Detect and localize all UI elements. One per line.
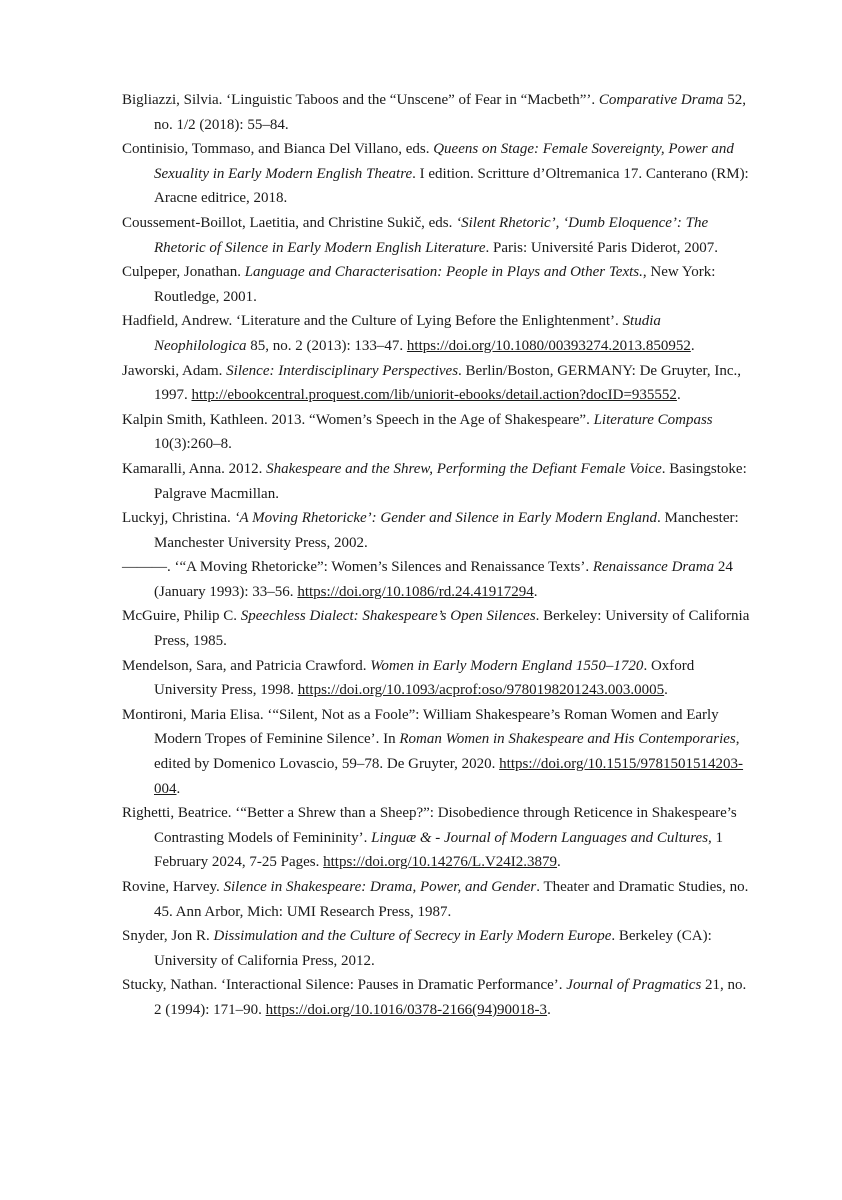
entry-text: Stucky, Nathan. ‘Interactional Silence: Pauses in Dramatic Performance’. [122,977,567,994]
entry-text: 85, no. 2 (2013): 133–47. [246,337,407,354]
doi-link[interactable]: https://doi.org/10.1093/acprof:oso/9780198201243.003.0005 [297,682,665,699]
entry-text: . Theater and Dramatic Studies, no. 45. Ann Arbor, Mich: UMI Research Press, 1987. [154,879,749,920]
bibliography-entry [122,924,752,973]
entry-text: Rovine, Harvey. [122,879,224,895]
entry-text: . Basingstoke: Palgrave Macmillan. [154,460,747,502]
work-title: Queens on Stage: Female Sovereignty, Power and Sexuality in Early Modern English Theatre [154,141,734,182]
entry-text: . [676,387,681,404]
work-title: ‘A Moving Rhetoricke’: Gender and Silence in Early Modern England [234,510,658,527]
bibliography-entry [122,875,752,924]
entry-text: Bigliazzi, Silvia. ‘Linguistic Taboos and the “Unscene” of Fear in “Macbeth”’. [122,92,599,108]
entry-text: Hadfield, Andrew. ‘Literature and the Culture of Lying Before the Enlightenment’. [122,313,623,330]
bibliography-entry [122,654,752,703]
entry-text: Righetti, Beatrice. ‘“Better a Shrew than a Sheep?”: Disobedience through Reticence in Shakespeare’s Contrasting Models of Femininity’. [122,805,737,846]
entry-text: . [176,780,181,797]
entry-text: . [557,854,561,871]
doi-link[interactable]: http://ebookcentral.proquest.com/lib/uniorit-ebooks/detail.action?docID=935552 [191,387,677,404]
entry-text: Culpeper, Jonathan. [122,264,245,281]
work-title: Journal of Pragmatics [566,977,702,994]
bibliography-entry [122,801,752,875]
work-title: Language and Characterisation: People in Plays and Other Texts. [244,264,643,281]
entry-text: , New York: Routledge, 2001. [154,264,716,305]
bibliography-entry [122,260,752,309]
bibliography-entry [122,309,752,358]
entry-text: . Paris: Université Paris Diderot, 2007. [485,239,718,256]
entry-text: 24 (January 1993): 33–56. [154,559,733,600]
bibliography-entry [122,457,752,506]
work-title: Literature Compass [593,411,713,428]
work-title: Linguæ & - Journal of Modern Languages and Cultures [371,829,709,846]
work-title: Comparative Drama [598,92,724,108]
bibliography-entry [122,506,752,555]
bibliography-entry [122,137,752,211]
bibliography-entry [122,555,752,604]
work-title: Silence: Interdisciplinary Perspectives [226,362,459,379]
bibliography-entry [122,604,752,653]
entry-text: McGuire, Philip C. [122,608,241,625]
entry-text: , 1 February 2024, 7-25 Pages. [154,829,724,871]
entry-text: Montironi, Maria Elisa. ‘“Silent, Not as a Foole”: William Shakespeare’s Roman Women and Early Modern Tropes of Feminine Silence’. In [122,706,719,748]
doi-link[interactable]: https://doi.org/10.1080/00393274.2013.850952 [406,337,691,354]
entry-text: . [547,1001,551,1018]
work-title: Speechless Dialect: Shakespeare’s Open Silences [240,608,536,625]
entry-text: Kalpin Smith, Kathleen. 2013. “Women’s Speech in the Age of Shakespeare”. [122,411,594,428]
bibliography-entry [122,88,752,137]
entry-text: . Manchester: Manchester University Press, 2002. [154,510,739,551]
entry-text: 52, no. 1/2 (2018): 55–84. [154,92,746,133]
entry-text: . [690,337,695,354]
doi-link[interactable]: https://doi.org/10.1086/rd.24.41917294 [297,583,534,600]
doi-link[interactable]: https://doi.org/10.1515/9781501514203-004 [154,756,744,797]
work-title: Studia Neophilologica [154,313,661,354]
doi-link[interactable]: https://doi.org/10.14276/L.V24I2.3879 [323,854,558,871]
entry-text: 21, no. 2 (1994): 171–90. [154,977,747,1018]
entry-text: . Oxford University Press, 1998. [154,657,695,699]
work-title: Roman Women in Shakespeare and His Contemporaries [399,731,736,748]
work-title: Shakespeare and the Shrew, Performing the Defiant Female Voice [266,460,662,477]
entry-text: , edited by Domenico Lovascio, 59–78. De Gruyter, 2020. [154,731,740,773]
entry-text: . Berkeley (CA): University of California Press, 2012. [154,928,712,969]
work-title: ‘Silent Rhetoric’, ‘Dumb Eloquence’: The Rhetoric of Silence in Early Modern English Literature [154,214,709,256]
entry-text: . Berlin/Boston, GERMANY: De Gruyter, Inc., 1997. [154,362,742,404]
entry-text: Snyder, Jon R. [122,928,214,945]
bibliography-entry [122,973,752,1022]
entry-text: ———. ‘“A Moving Rhetoricke”: Women’s Silences and Renaissance Texts’. [122,559,593,576]
entry-text: . [664,682,668,699]
entry-text: 10(3):260–8. [154,436,232,453]
bibliography-list [122,88,752,1023]
entry-text: . I edition. Scritture d’Oltremanica 17. Canterano (RM): Aracne editrice, 2018. [154,165,749,207]
bibliography-entry [122,359,752,408]
bibliography-entry [122,408,752,457]
entry-text: . Berkeley: University of California Press, 1985. [154,608,750,650]
entry-text: Luckyj, Christina. [122,510,235,527]
entry-text: Coussement-Boillot, Laetitia, and Christine Sukič, eds. [122,214,457,231]
doi-link[interactable]: https://doi.org/10.1016/0378-2166(94)90018-3 [265,1001,548,1018]
entry-text: Continisio, Tommaso, and Bianca Del Villano, eds. [122,141,434,158]
entry-text: Kamaralli, Anna. 2012. [122,460,267,477]
entry-text: . [533,583,538,600]
bibliography-entry [122,211,752,260]
entry-text: Jaworski, Adam. [122,362,227,379]
work-title: Renaissance Drama [592,559,715,576]
work-title: Silence in Shakespeare: Drama, Power, and Gender [223,879,537,895]
work-title: Women in Early Modern England 1550–1720 [370,657,644,674]
bibliography-entry [122,703,752,801]
work-title: Dissimulation and the Culture of Secrecy in Early Modern Europe [213,928,612,945]
entry-text: Mendelson, Sara, and Patricia Crawford. [122,657,371,674]
